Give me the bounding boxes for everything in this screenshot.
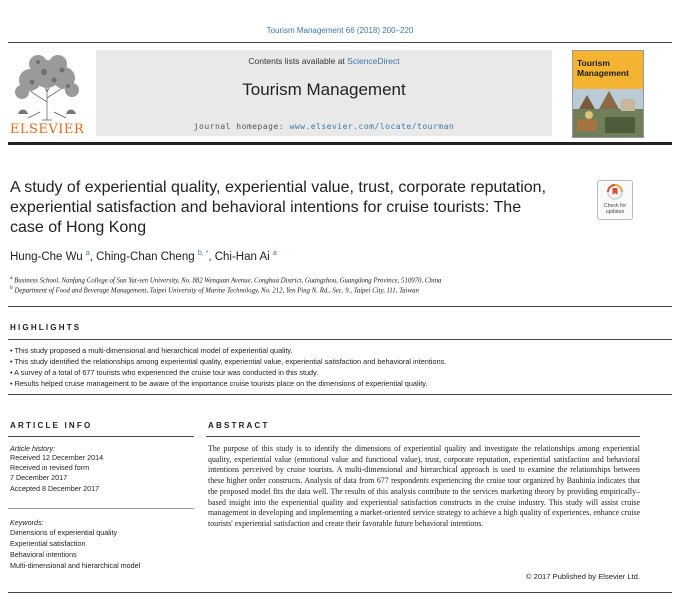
- author-name[interactable]: Chi-Han Ai: [214, 250, 270, 263]
- affiliation-b: [10, 285, 419, 294]
- highlights-bottom-rule: [8, 394, 672, 395]
- history-entry: Accepted 8 December 2017: [10, 484, 100, 493]
- author-name[interactable]: Hung-Che Wu: [10, 250, 83, 263]
- copyright-notice: © 2017 Published by Elsevier Ltd.: [525, 572, 640, 581]
- check-updates-icon: [607, 184, 623, 200]
- cover-photo-icon: [573, 89, 643, 137]
- keywords-label: Keywords:: [10, 518, 44, 527]
- abstract-body: The purpose of this study is to identify the dimensions of experiential quality and investigate the relationships among experiential quality, experiential value (emotional value and functional value), trust, corporate reputation, experiential satisfaction and behavioral intentions perceived by cruise tourists. A multi-dimensional and hierarchical approach is used to examine the relationships between these higher order constructs. Analysis of data from 677 respondents experiencing the cruise tour organized by Bauhinia indicates that the proposed model fits the data well. The results of this analysis contribute to the services marketing theory by providing empirically–based insight into the experiential quality and experiential satisfaction constructs in the cruise industry. This study will assist cruise management in developing and implementing a market-oriented service strategy to achieve a high quality of experiences, enhance cruise tourists' experiential satisfaction and create their favorable future behavioral intentions.: [208, 444, 640, 528]
- sciencedirect-link[interactable]: ScienceDirect: [347, 56, 400, 66]
- history-entry: Received in revised form: [10, 463, 90, 472]
- author-list: Hung-Che Wu $^a$, Ching-Chan Cheng $^{b, *}$, Chi-Han Ai $^a$: [10, 250, 277, 263]
- keyword-item[interactable]: Dimensions of experiential quality: [10, 528, 118, 537]
- journal-homepage: [96, 122, 552, 131]
- article-history-label: Article history:: [10, 444, 56, 453]
- highlights-rule: [8, 339, 672, 340]
- author-affiliation-mark[interactable]: b, *: [197, 250, 209, 257]
- header-rule: [8, 42, 672, 43]
- check-for-updates-button[interactable]: [597, 180, 633, 220]
- affiliation-text: Business School, Nanfang College of Sun Yat-sen University, No. 882 Wenquan Avenue, Conghua District, Guangzhou, Guangdong Province, 510970, China: [14, 277, 442, 285]
- journal-cover: [572, 50, 644, 138]
- elsevier-logo-text: ELSEVIER: [9, 122, 85, 137]
- header-thick-rule: [8, 142, 672, 145]
- article-title: A study of experiential quality, experiential value, trust, corporate reputation, experiential satisfaction and behavioral intentions for cruise tourists: The case of Hong Kong: [10, 179, 547, 236]
- check-updates-line1: Check for: [603, 203, 627, 209]
- highlight-item: • This study identified the relationships among experiential quality, experiential value, experiential satisfaction and behavioral intentions.: [10, 357, 447, 366]
- journal-citation: Tourism Management 66 (2018) 200–220: [266, 26, 414, 35]
- contents-line: [96, 56, 552, 66]
- history-entry: 7 December 2017: [10, 473, 68, 482]
- cover-title-line1: Tourism: [577, 58, 610, 68]
- article-info-heading: ARTICLE INFO: [10, 421, 93, 430]
- author-affiliation-mark[interactable]: a: [85, 250, 90, 257]
- highlight-item: • This study proposed a multi-dimensional and hierarchical model of experiential quality.: [10, 346, 293, 355]
- keyword-item[interactable]: Experiential satisfaction: [10, 539, 86, 548]
- affiliation-text: Department of Food and Beverage Management, Taipei University of Marine Technology, No. 212, Yen Ping N. Rd., Sec. 9., Taipei City, 111, Taiwan: [14, 287, 419, 295]
- check-updates-label: [598, 203, 632, 215]
- keyword-item[interactable]: Multi-dimensional and hierarchical model: [10, 561, 141, 570]
- highlight-item: • A survey of a total of 677 tourists who experienced the cruise tour was conducted in this study.: [10, 368, 319, 377]
- contents-prefix: Contents lists available at: [248, 56, 348, 66]
- history-entry: Received 12 December 2014: [10, 453, 104, 462]
- homepage-prefix: journal homepage:: [193, 122, 290, 131]
- highlight-item: • Results helped cruise management to be aware of the importance cruise tourists place on the dimensions of experiential quality.: [10, 379, 428, 388]
- article-info-rule: [8, 436, 194, 437]
- affiliation-mark: b: [10, 285, 13, 291]
- footer-rule: [8, 592, 672, 593]
- keyword-item[interactable]: Behavioral intentions: [10, 550, 77, 559]
- abstract-rule: [206, 436, 640, 437]
- affiliation-a: [10, 275, 441, 284]
- affiliations-rule: [8, 306, 672, 307]
- highlights-heading: HIGHLIGHTS: [10, 323, 82, 332]
- keywords-rule: [8, 508, 194, 509]
- check-updates-line2: updates: [605, 209, 625, 215]
- cover-title-line2: Management: [577, 67, 629, 78]
- author-affiliation-mark[interactable]: a: [272, 250, 277, 257]
- abstract-heading: ABSTRACT: [208, 421, 270, 430]
- elsevier-tree-logo-icon: [8, 52, 86, 122]
- homepage-link[interactable]: www.elsevier.com/locate/tourman: [289, 122, 455, 131]
- author-name[interactable]: Ching-Chan Cheng: [96, 250, 195, 263]
- affiliation-mark: a: [10, 275, 13, 281]
- cover-title: [577, 59, 641, 78]
- journal-name: Tourism Management: [242, 80, 406, 99]
